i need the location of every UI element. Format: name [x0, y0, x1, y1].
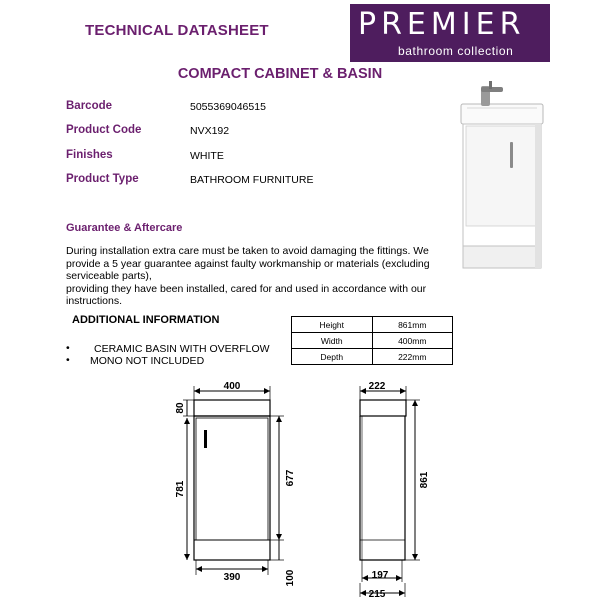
dimension-value: 400mm [372, 333, 453, 349]
list-item: CERAMIC BASIN WITH OVERFLOW [94, 343, 270, 355]
front-bottom-width-label: 390 [223, 572, 241, 583]
product-type-label: Product Type [66, 173, 139, 185]
guarantee-line: instructions. [66, 295, 123, 307]
front-view [175, 381, 296, 586]
side-top-depth-label: 222 [368, 381, 386, 392]
dimension-value: 222mm [372, 349, 453, 365]
front-basin-height-label: 80 [175, 402, 186, 414]
barcode-value: 5055369046515 [190, 101, 266, 113]
guarantee-heading: Guarantee & Aftercare [66, 222, 183, 234]
guarantee-line: serviceable parts), [66, 270, 152, 282]
guarantee-line: provide a 5 year guarantee against faulty workmanship or materials (excluding [66, 257, 430, 270]
front-door-height-label: 677 [285, 469, 296, 487]
finishes-value: WHITE [190, 150, 224, 162]
guarantee-line: During installation extra care must be taken to avoid damaging the fittings. We [66, 245, 429, 257]
product-type-value: BATHROOM FURNITURE [190, 174, 314, 186]
front-plinth-height-label: 100 [285, 569, 296, 587]
datasheet-title: TECHNICAL DATASHEET [85, 22, 269, 39]
list-item: MONO NOT INCLUDED [90, 355, 205, 367]
product-title: COMPACT CABINET & BASIN [177, 66, 383, 82]
guarantee-line: providing they have been installed, cared for and used in accordance with our [66, 282, 427, 295]
side-base-depth-label: 197 [371, 570, 389, 581]
product-code-label: Product Code [66, 124, 142, 136]
dimension-label: Width [292, 333, 373, 349]
logo-subtitle: bathroom collection [398, 44, 514, 58]
bullet-icon: • [66, 354, 70, 366]
front-top-width-label: 400 [223, 381, 241, 392]
side-overall-depth-label: 215 [368, 589, 386, 600]
logo-name: PREMIER [358, 7, 526, 42]
additional-info-heading: ADDITIONAL INFORMATION [72, 314, 220, 326]
dimension-value: 861mm [372, 317, 453, 333]
front-total-height-label: 781 [175, 480, 186, 498]
dimension-label: Height [292, 317, 373, 333]
side-view [360, 381, 430, 600]
side-total-height-label: 861 [419, 471, 430, 489]
dimension-label: Depth [292, 349, 373, 365]
barcode-label: Barcode [66, 100, 113, 112]
finishes-label: Finishes [66, 149, 113, 161]
bullet-icon: • [66, 342, 70, 354]
product-code-value: NVX192 [190, 125, 230, 137]
